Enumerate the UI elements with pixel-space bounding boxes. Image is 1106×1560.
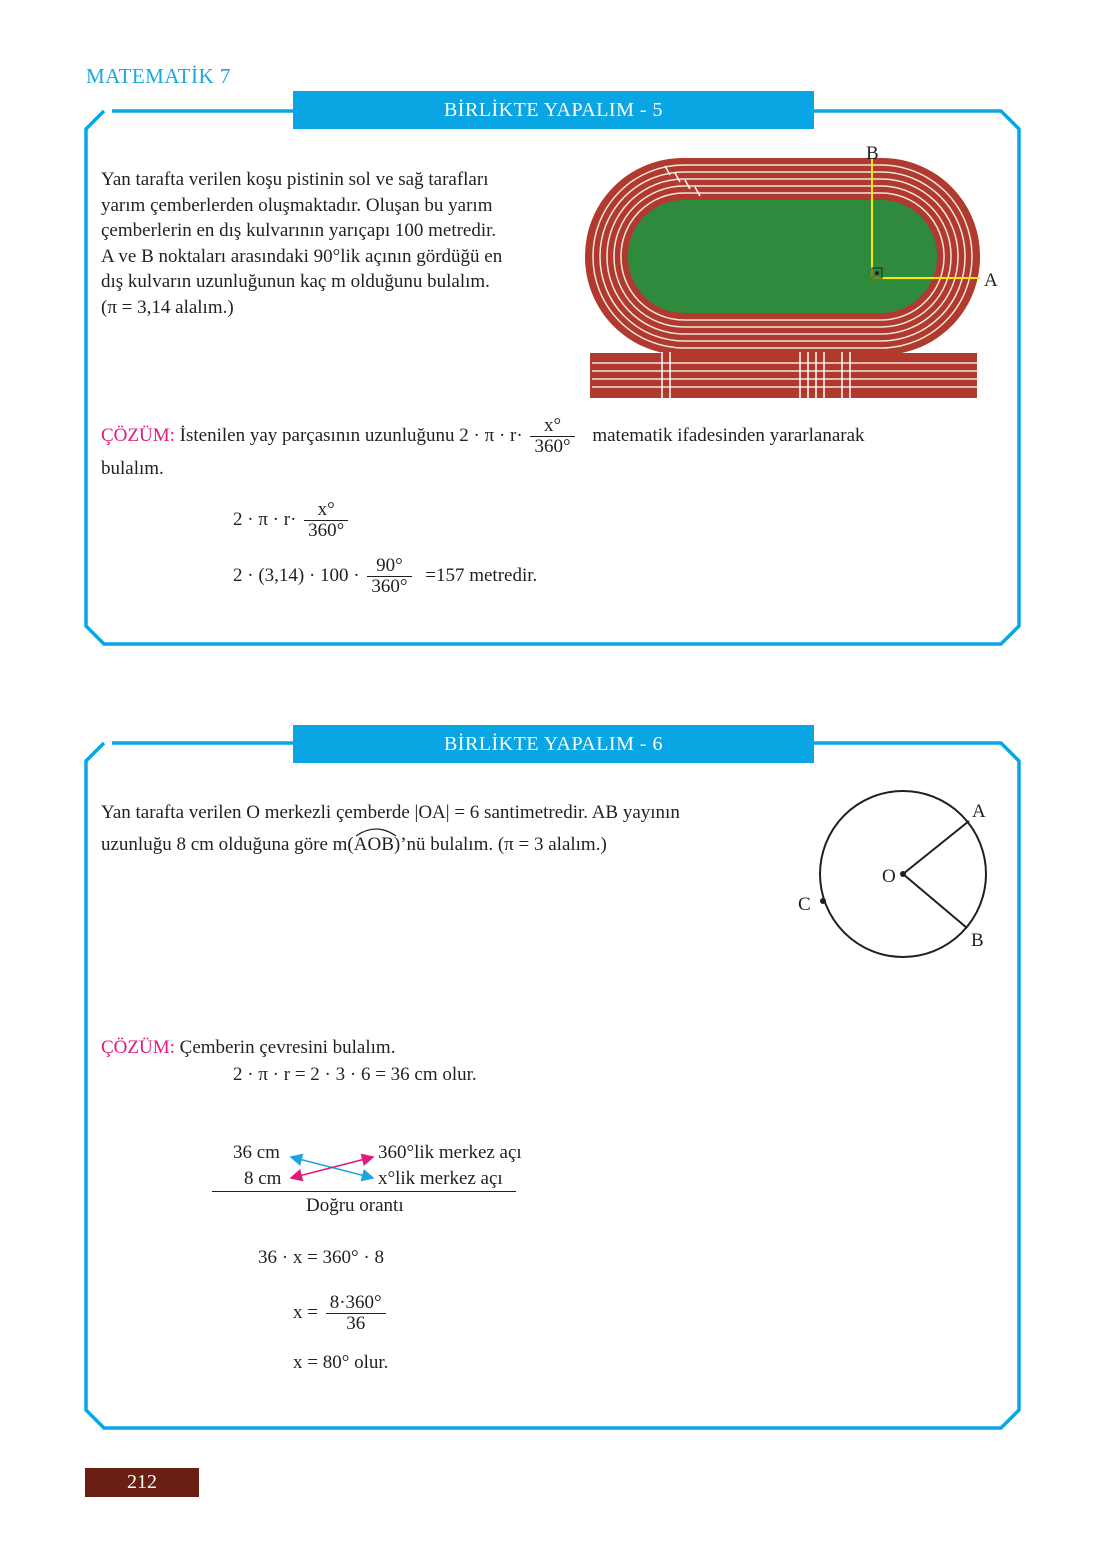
ratio-left-2: 8 cm bbox=[244, 1168, 282, 1189]
problem-line: (π = 3,14 alalım.) bbox=[101, 296, 234, 318]
label-b: B bbox=[866, 143, 879, 164]
fraction-denominator: 360° bbox=[308, 520, 345, 541]
running-track-figure bbox=[580, 140, 1000, 405]
solution-text: Çemberin çevresini bulalım. bbox=[179, 1037, 396, 1058]
arc-notation bbox=[354, 829, 394, 861]
problem-line: Yan tarafta verilen koşu pistinin sol ve sağ tarafları bbox=[101, 169, 489, 190]
center-point bbox=[875, 271, 879, 275]
fraction-denominator: 360° bbox=[371, 576, 408, 597]
solution-text: matematik ifadesinden yararlanarak bbox=[592, 424, 865, 446]
equation-2 bbox=[293, 1293, 389, 1334]
point-o bbox=[900, 871, 906, 877]
circle-figure bbox=[810, 790, 995, 965]
equation-prefix: x = bbox=[293, 1301, 318, 1323]
section6-problem bbox=[101, 797, 801, 861]
ratio-divider bbox=[212, 1191, 516, 1192]
book-title: MATEMATİK 7 bbox=[86, 64, 231, 88]
point-c bbox=[820, 898, 826, 904]
arc-symbol bbox=[354, 825, 398, 837]
fraction-numerator: 90° bbox=[367, 556, 411, 577]
track-straight bbox=[590, 353, 977, 398]
fraction-numerator: 8·360° bbox=[326, 1293, 386, 1314]
problem-line: dış kulvarın uzunluğunun kaç m olduğunu bulalım. bbox=[101, 271, 490, 292]
fraction bbox=[304, 500, 348, 541]
field-green bbox=[628, 200, 937, 313]
section5-banner: BİRLİKTE YAPALIM - 5 bbox=[293, 91, 814, 129]
ratio-arrows bbox=[285, 1145, 380, 1190]
fraction bbox=[367, 556, 411, 597]
fraction-numerator: x° bbox=[530, 416, 574, 437]
label-o: O bbox=[882, 866, 896, 887]
solution-text: bulalım. bbox=[101, 458, 164, 479]
radius-oa bbox=[903, 821, 969, 874]
section6-banner: BİRLİKTE YAPALIM - 6 bbox=[293, 725, 814, 763]
fraction-denominator: 36 bbox=[346, 1313, 366, 1334]
solution-text: İstenilen yay parçasının uzunluğunu 2 · π · r· bbox=[179, 424, 523, 446]
section6-solution bbox=[101, 1035, 395, 1061]
problem-line: çemberlerin en dış kulvarının yarıçapı 100 metredir. bbox=[101, 220, 497, 241]
problem-line bbox=[101, 829, 801, 861]
equation-1: 36 · x = 360° · 8 bbox=[258, 1247, 384, 1268]
label-c: C bbox=[798, 894, 811, 915]
section5-problem bbox=[101, 167, 571, 320]
section5-solution bbox=[101, 416, 1001, 457]
circumference-line: 2 · π · r = 2 · 3 · 6 = 36 cm olur. bbox=[233, 1064, 477, 1085]
problem-line: A ve B noktaları arasındaki 90°lik açının gördüğü en bbox=[101, 245, 503, 267]
ratio-right-2: x°lik merkez açı bbox=[378, 1168, 503, 1189]
formula-prefix: 2 · π · r· bbox=[233, 508, 297, 530]
ratio-caption: Doğru orantı bbox=[306, 1195, 404, 1216]
label-a: A bbox=[972, 801, 986, 822]
arc-label: AOB bbox=[353, 834, 394, 855]
fraction-numerator: x° bbox=[304, 500, 348, 521]
calc-result: =157 metredir. bbox=[425, 564, 538, 586]
solution-label: ÇÖZÜM: bbox=[101, 1037, 175, 1058]
calculation-line bbox=[233, 556, 537, 597]
label-a: A bbox=[984, 270, 998, 291]
problem-text: )’nü bulalım. (π = 3 alalım.) bbox=[393, 834, 607, 855]
fraction bbox=[326, 1293, 386, 1334]
solution-label: ÇÖZÜM: bbox=[101, 424, 175, 446]
formula-line bbox=[233, 500, 351, 541]
fraction-denominator: 360° bbox=[534, 436, 571, 457]
page-number: 212 bbox=[85, 1468, 199, 1497]
fraction bbox=[530, 416, 574, 457]
problem-line: yarım çemberlerden oluşmaktadır. Oluşan bu yarım bbox=[101, 194, 493, 216]
calc-prefix: 2 · (3,14) · 100 · bbox=[233, 564, 360, 586]
equation-3: x = 80° olur. bbox=[293, 1352, 389, 1373]
label-b: B bbox=[971, 930, 984, 951]
ratio-left-1: 36 cm bbox=[233, 1142, 280, 1163]
problem-line: Yan tarafta verilen O merkezli çemberde |OA| = 6 santimetredir. AB yayının bbox=[101, 802, 680, 823]
ratio-right-1: 360°lik merkez açı bbox=[378, 1142, 522, 1163]
problem-text: uzunluğu 8 cm olduğuna göre m( bbox=[101, 834, 354, 855]
radius-ob bbox=[903, 874, 967, 928]
